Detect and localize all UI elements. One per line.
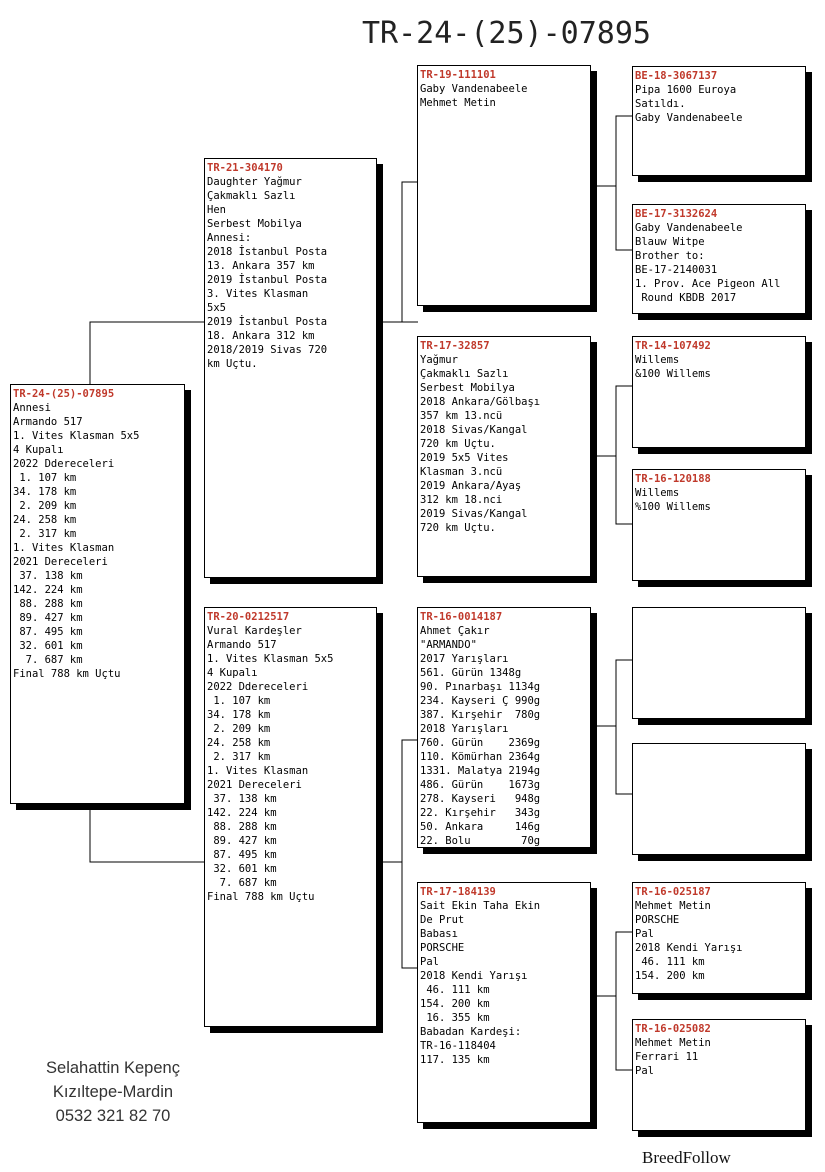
detail-line: 1. Vites Klasman: [13, 542, 115, 554]
detail-line: 88. 288 km: [13, 598, 83, 610]
detail-line: 2019 Sivas/Kangal: [420, 508, 528, 520]
detail-line: 2018 Ankara/Gölbaşı: [420, 396, 541, 408]
pedigree-title: TR-24-(25)-07895: [362, 16, 651, 51]
detail-line: 1. Vites Klasman 5x5: [207, 653, 334, 665]
detail-line: Annesi:: [207, 232, 252, 244]
detail-line: Sait Ekin Taha Ekin: [420, 900, 541, 912]
detail-line: Çakmaklı Sazlı: [420, 368, 509, 380]
detail-line: PORSCHE: [420, 942, 465, 954]
card-details: [13, 401, 182, 681]
detail-line: 117. 135 km: [420, 1054, 490, 1066]
detail-line: "ARMANDO": [420, 639, 477, 651]
detail-line: 2019 Ankara/Ayaş: [420, 480, 522, 492]
detail-line: 24. 258 km: [207, 737, 271, 749]
sire-dam-sire-card[interactable]: [632, 336, 806, 448]
detail-line: Babadan Kardeşi:: [420, 1026, 522, 1038]
detail-line: Blauw Witpe: [635, 236, 705, 248]
detail-line: 22. Kırşehir 343g: [420, 807, 541, 819]
ring-number: TR-14-107492: [635, 340, 711, 352]
detail-line: Vural Kardeşler: [207, 625, 302, 637]
detail-line: Daughter Yağmur: [207, 176, 302, 188]
detail-line: 720 km Uçtu.: [420, 438, 496, 450]
detail-line: Willems: [635, 487, 680, 499]
ring-number: TR-21-304170: [207, 162, 283, 174]
detail-line: 87. 495 km: [13, 626, 83, 638]
detail-line: 32. 601 km: [13, 640, 83, 652]
detail-line: 2. 317 km: [207, 751, 271, 763]
detail-line: Mehmet Metin: [420, 97, 496, 109]
detail-line: Çakmaklı Sazlı: [207, 190, 296, 202]
brand-logo-text: BreedFollow: [642, 1148, 731, 1167]
detail-line: 357 km 13.ncü: [420, 410, 503, 422]
detail-line: 4 Kupalı: [13, 444, 64, 456]
detail-line: 1. Vites Klasman: [207, 765, 309, 777]
detail-line: PORSCHE: [635, 914, 680, 926]
dam-dam-card[interactable]: [417, 882, 591, 1123]
detail-line: 34. 178 km: [13, 486, 77, 498]
card-details: [420, 624, 588, 848]
detail-line: 24. 258 km: [13, 514, 77, 526]
detail-line: Ferrari 11: [635, 1051, 699, 1063]
detail-line: Babası: [420, 928, 458, 940]
detail-line: Brother to:: [635, 250, 705, 262]
detail-line: 142. 224 km: [13, 584, 83, 596]
detail-line: Gaby Vandenabeele: [420, 83, 528, 95]
detail-line: Pal: [420, 956, 439, 968]
detail-line: 88. 288 km: [207, 821, 277, 833]
detail-line: 37. 138 km: [13, 570, 83, 582]
detail-line: 2021 Dereceleri: [13, 556, 108, 568]
detail-line: 2018 Sivas/Kangal: [420, 424, 528, 436]
sire-dam-dam-card[interactable]: [632, 469, 806, 581]
ring-number: TR-24-(25)-07895: [13, 388, 115, 400]
card-details: [420, 353, 588, 535]
detail-line: 3. Vites Klasman: [207, 288, 309, 300]
detail-line: 110. Kömürhan 2364g: [420, 751, 541, 763]
ring-number: TR-17-32857: [420, 340, 490, 352]
detail-line: Armando 517: [207, 639, 277, 651]
detail-line: 2021 Dereceleri: [207, 779, 302, 791]
detail-line: 2022 Ddereceleri: [207, 681, 309, 693]
card-details: [635, 221, 803, 305]
detail-line: 18. Ankara 312 km: [207, 330, 315, 342]
detail-line: 2018 İstanbul Posta: [207, 246, 328, 258]
detail-line: Klasman 3.ncü: [420, 466, 503, 478]
detail-line: 1. 107 km: [13, 472, 77, 484]
detail-line: 7. 687 km: [207, 877, 277, 889]
detail-line: 760. Gürün 2369g: [420, 737, 541, 749]
detail-line: 2. 209 km: [13, 500, 77, 512]
detail-line: 234. Kayseri Ç 990g: [420, 695, 541, 707]
detail-line: 22. Bolu 70g: [420, 835, 541, 847]
detail-line: Ahmet Çakır: [420, 625, 490, 637]
detail-line: 89. 427 km: [207, 835, 277, 847]
detail-line: 312 km 18.nci: [420, 494, 503, 506]
detail-line: 32. 601 km: [207, 863, 277, 875]
subject-pigeon-card[interactable]: [10, 384, 185, 804]
card-details: [420, 82, 588, 110]
detail-line: 1. Vites Klasman 5x5: [13, 430, 140, 442]
detail-line: Pal: [635, 928, 654, 940]
sire-card[interactable]: [204, 158, 377, 578]
detail-line: 2019 İstanbul Posta: [207, 316, 328, 328]
detail-line: 1331. Malatya 2194g: [420, 765, 541, 777]
detail-line: 16. 355 km: [420, 1012, 490, 1024]
detail-line: Mehmet Metin: [635, 900, 711, 912]
detail-line: Final 788 km Uçtu: [13, 668, 121, 680]
detail-line: Round KBDB 2017: [635, 292, 737, 304]
detail-line: Willems: [635, 354, 680, 366]
card-details: [420, 899, 588, 1067]
detail-line: Annesi: [13, 402, 51, 414]
detail-line: De Prut: [420, 914, 465, 926]
detail-line: 2019 5x5 Vites: [420, 452, 509, 464]
detail-line: 34. 178 km: [207, 709, 271, 721]
dam-card[interactable]: [204, 607, 377, 1027]
detail-line: 13. Ankara 357 km: [207, 260, 315, 272]
breeder-name: Selahattin Kepenç: [46, 1059, 180, 1077]
detail-line: 50. Ankara 146g: [420, 821, 541, 833]
dam-sire-dam-card[interactable]: [632, 743, 806, 855]
card-details: [635, 899, 803, 983]
sire-sire-sire-card[interactable]: [632, 66, 806, 176]
detail-line: 7. 687 km: [13, 654, 83, 666]
detail-line: 387. Kırşehir 780g: [420, 709, 541, 721]
detail-line: 2018 Kendi Yarışı: [420, 970, 528, 982]
detail-line: 154. 200 km: [420, 998, 490, 1010]
detail-line: km Uçtu.: [207, 358, 258, 370]
detail-line: Serbest Mobilya: [420, 382, 515, 394]
detail-line: 486. Gürün 1673g: [420, 779, 541, 791]
detail-line: 37. 138 km: [207, 793, 277, 805]
detail-line: 2017 Yarışları: [420, 653, 509, 665]
detail-line: 2018 Kendi Yarışı: [635, 942, 743, 954]
detail-line: Pipa 1600 Euroya: [635, 84, 737, 96]
breeder-location: Kızıltepe-Mardin: [52, 1083, 174, 1101]
detail-line: &100 Willems: [635, 368, 711, 380]
detail-line: 90. Pınarbaşı 1134g: [420, 681, 541, 693]
detail-line: Gaby Vandenabeele: [635, 112, 743, 124]
detail-line: Mehmet Metin: [635, 1037, 711, 1049]
detail-line: 89. 427 km: [13, 612, 83, 624]
detail-line: 278. Kayseri 948g: [420, 793, 541, 805]
detail-line: 2022 Ddereceleri: [13, 458, 115, 470]
detail-line: 2019 İstanbul Posta: [207, 274, 328, 286]
dam-sire-card[interactable]: [417, 607, 591, 848]
detail-line: 4 Kupalı: [207, 667, 258, 679]
detail-line: 5x5: [207, 302, 226, 314]
detail-line: 154. 200 km: [635, 970, 705, 982]
detail-line: 46. 111 km: [635, 956, 705, 968]
detail-line: Satıldı.: [635, 98, 686, 110]
detail-line: TR-16-118404: [420, 1040, 496, 1052]
detail-line: Pal: [635, 1065, 654, 1077]
detail-line: %100 Willems: [635, 501, 711, 513]
ring-number: TR-16-0014187: [420, 611, 503, 623]
dam-sire-sire-card[interactable]: [632, 607, 806, 719]
dam-dam-sire-card[interactable]: [632, 882, 806, 994]
ring-number: TR-16-025187: [635, 886, 711, 898]
card-details: [635, 353, 803, 381]
detail-line: 2. 317 km: [13, 528, 77, 540]
ring-number: TR-20-0212517: [207, 611, 290, 623]
card-details: [635, 1036, 803, 1078]
detail-line: Hen: [207, 204, 226, 216]
detail-line: Serbest Mobilya: [207, 218, 302, 230]
ring-number: TR-16-120188: [635, 473, 711, 485]
sire-sire-card[interactable]: [417, 65, 591, 306]
detail-line: 2018 Yarışları: [420, 723, 509, 735]
breeder-contact: [28, 1056, 198, 1128]
detail-line: 2. 209 km: [207, 723, 271, 735]
ring-number: TR-17-184139: [420, 886, 496, 898]
ring-number: BE-18-3067137: [635, 70, 718, 82]
sire-dam-card[interactable]: [417, 336, 591, 577]
detail-line: Yağmur: [420, 354, 458, 366]
detail-line: Gaby Vandenabeele: [635, 222, 743, 234]
detail-line: 142. 224 km: [207, 807, 277, 819]
detail-line: BE-17-2140031: [635, 264, 718, 276]
card-details: [207, 624, 374, 904]
detail-line: 46. 111 km: [420, 984, 490, 996]
detail-line: 2018/2019 Sivas 720: [207, 344, 328, 356]
card-details: [635, 486, 803, 514]
card-details: [207, 175, 374, 371]
breeder-phone: 0532 321 82 70: [55, 1107, 171, 1125]
detail-line: 1. Prov. Ace Pigeon All: [635, 278, 781, 290]
detail-line: 1. 107 km: [207, 695, 271, 707]
detail-line: 720 km Uçtu.: [420, 522, 496, 534]
ring-number: BE-17-3132624: [635, 208, 718, 220]
card-details: [635, 83, 803, 125]
dam-dam-dam-card[interactable]: [632, 1019, 806, 1131]
sire-sire-dam-card[interactable]: [632, 204, 806, 314]
detail-line: Final 788 km Uçtu: [207, 891, 315, 903]
detail-line: 87. 495 km: [207, 849, 277, 861]
ring-number: TR-16-025082: [635, 1023, 711, 1035]
detail-line: Armando 517: [13, 416, 83, 428]
detail-line: 561. Gürün 1348g: [420, 667, 522, 679]
ring-number: TR-19-111101: [420, 69, 496, 81]
